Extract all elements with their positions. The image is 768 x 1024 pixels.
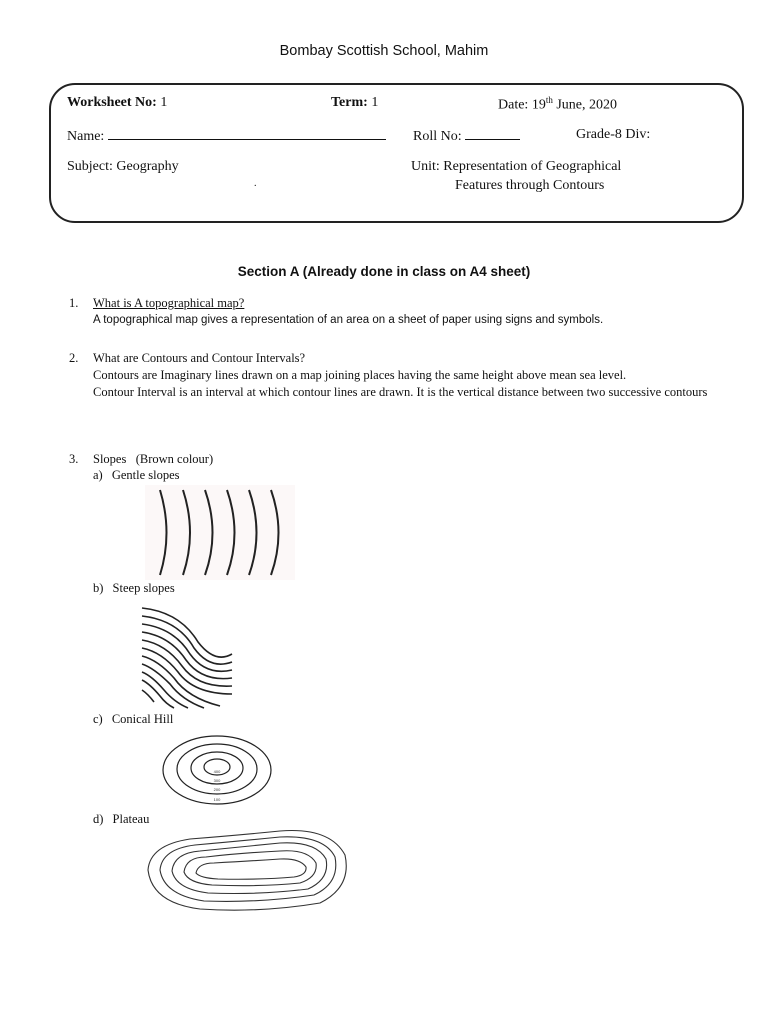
worksheet-value: 1 bbox=[160, 95, 168, 110]
stray-dot: . bbox=[254, 178, 257, 189]
question-answer-1: Contours are Imaginary lines drawn on a map joining places having the same height above mean sea level. bbox=[93, 368, 627, 382]
term bbox=[331, 95, 378, 111]
steep-slopes-figure bbox=[140, 602, 236, 710]
worksheet-header-box bbox=[49, 83, 744, 223]
item-letter: c) bbox=[93, 712, 103, 726]
question-1 bbox=[69, 295, 733, 329]
conical-hill-figure bbox=[160, 733, 275, 808]
question-title: What is A topographical map? bbox=[93, 296, 245, 310]
worksheet-number bbox=[67, 95, 167, 111]
subject: Subject: Geography bbox=[67, 159, 179, 174]
date-suffix: June, 2020 bbox=[556, 97, 618, 113]
date-sup: th bbox=[545, 95, 553, 105]
term-value: 1 bbox=[371, 95, 379, 110]
contour-line bbox=[148, 831, 346, 911]
unit-line-2: Features through Contours bbox=[455, 178, 605, 193]
unit-line-1: Unit: Representation of Geographical bbox=[411, 159, 622, 174]
roll-label: Roll No: bbox=[413, 129, 462, 144]
item-letter: d) bbox=[93, 812, 104, 826]
date bbox=[498, 95, 617, 114]
worksheet-label: Worksheet No: bbox=[67, 95, 157, 110]
contour-label: 200 bbox=[213, 787, 221, 792]
item-label: Steep slopes bbox=[112, 581, 175, 595]
item-label: Gentle slopes bbox=[111, 468, 180, 482]
grade: Grade-8 Div: bbox=[576, 127, 651, 142]
question-title: What are Contours and Contour Intervals? bbox=[93, 351, 306, 365]
contour-label: 300 bbox=[213, 778, 221, 783]
name-field bbox=[67, 127, 386, 145]
roll-field bbox=[413, 127, 520, 145]
slope-item-a bbox=[93, 468, 180, 483]
question-answer: A topographical map gives a representation of an area on a sheet of paper using signs and symbols. bbox=[93, 314, 604, 326]
item-label: Conical Hill bbox=[111, 712, 174, 726]
plateau-figure bbox=[140, 825, 355, 915]
term-label: Term: bbox=[331, 95, 368, 110]
question-number: 3. bbox=[69, 452, 79, 466]
question-title: Slopes (Brown colour) bbox=[93, 452, 214, 466]
name-blank[interactable] bbox=[108, 127, 386, 140]
slope-item-b bbox=[93, 581, 175, 596]
contour-line bbox=[196, 859, 306, 879]
contour-label: 400 bbox=[213, 769, 221, 774]
item-letter: a) bbox=[93, 468, 103, 482]
question-number: 2. bbox=[69, 351, 79, 365]
contour-line bbox=[184, 851, 316, 886]
date-prefix: Date: 19 bbox=[498, 97, 546, 113]
item-label: Plateau bbox=[112, 812, 150, 826]
contour-line bbox=[142, 640, 232, 686]
slope-item-c bbox=[93, 712, 173, 727]
question-answer-2: Contour Interval is an interval at which contour lines are drawn. It is the vertical distance between two successive contours bbox=[93, 385, 708, 399]
question-number: 1. bbox=[69, 296, 79, 310]
school-name: Bombay Scottish School, Mahim bbox=[279, 43, 489, 59]
question-3 bbox=[69, 451, 693, 468]
name-label: Name: bbox=[67, 129, 105, 144]
gentle-slopes-figure bbox=[145, 485, 295, 580]
contour-line bbox=[142, 690, 154, 702]
item-letter: b) bbox=[93, 581, 104, 595]
roll-blank[interactable] bbox=[465, 127, 520, 140]
section-title: Section A (Already done in class on A4 sheet) bbox=[237, 264, 531, 279]
question-2 bbox=[69, 350, 721, 401]
contour-label: 100 bbox=[213, 797, 221, 802]
